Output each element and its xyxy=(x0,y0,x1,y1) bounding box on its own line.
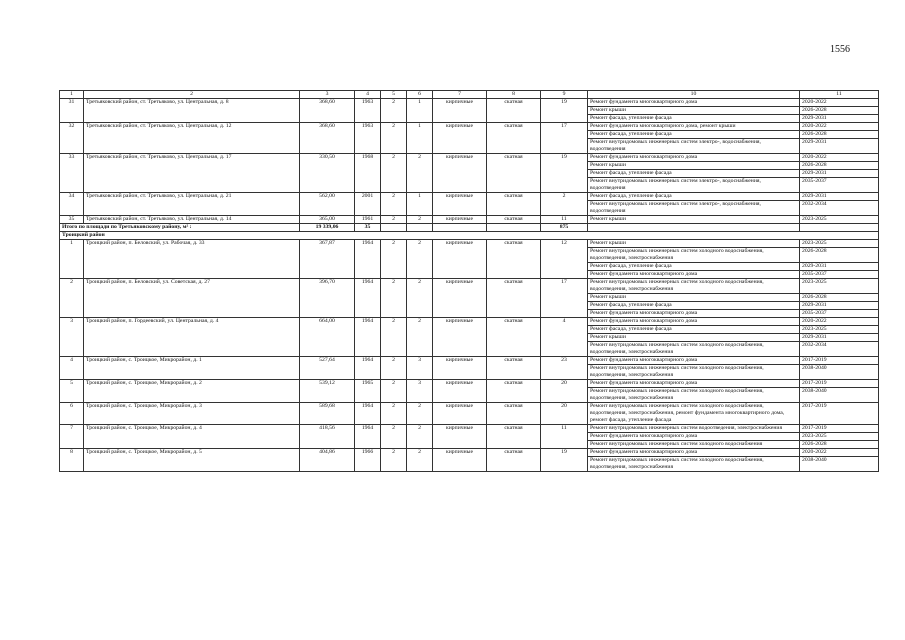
table-cell: 2 xyxy=(407,279,433,318)
table-cell: 2029-2031 xyxy=(800,139,879,154)
table-cell xyxy=(433,224,487,232)
table-cell xyxy=(487,224,541,232)
table-cell: 23 xyxy=(541,357,588,380)
table-cell: кирпичные xyxy=(433,425,487,449)
table-cell: Третьяковский район, ст. Третьяково, ул. Центральная, д. 21 xyxy=(84,193,300,216)
table-cell: Ремонт фасада, утепление фасада xyxy=(588,263,800,271)
table-cell: Третьяковский район, ст. Третьяково, ул. Центральная, д. 8 xyxy=(84,99,300,123)
table-cell: Ремонт фундамента многоквартирного дома xyxy=(588,271,800,279)
table-cell: кирпичные xyxy=(433,403,487,425)
table-cell: 2 xyxy=(407,216,433,224)
table-cell: кирпичные xyxy=(433,99,487,123)
table-cell: 11 xyxy=(541,425,588,449)
table-cell: 664,00 xyxy=(300,318,355,357)
table-cell: 368,60 xyxy=(300,123,355,154)
table-cell: 35 xyxy=(355,224,381,232)
table-cell: 2 xyxy=(381,425,407,449)
table-cell: скатная xyxy=(487,449,541,472)
table-cell: 2017-2019 xyxy=(800,403,879,425)
table-cell: скатная xyxy=(487,123,541,154)
table-cell: кирпичные xyxy=(433,449,487,472)
table-cell: 19 xyxy=(541,449,588,472)
table-cell: 1 xyxy=(407,123,433,154)
table-cell: Троицкий район, с. Троицкое, Микрорайон, д. 2 xyxy=(84,380,300,403)
table-cell: 33 xyxy=(60,154,84,193)
table-cell: 1964 xyxy=(355,318,381,357)
table-cell: Троицкий район, с. Троицкое, Микрорайон, д. 4 xyxy=(84,425,300,449)
table-cell: Ремонт крыши xyxy=(588,240,800,248)
table-cell: 2 xyxy=(381,357,407,380)
table-row xyxy=(60,99,879,107)
table-cell: Троицкий район, п. Беловский, ул. Рабочая, д. 33 xyxy=(84,240,300,279)
table-row xyxy=(60,380,879,388)
table-cell: 2001 xyxy=(355,193,381,216)
table-cell: 7 xyxy=(60,425,84,449)
table-row xyxy=(60,123,879,131)
table-row xyxy=(60,279,879,294)
table-cell: Третьяковский район, ст. Третьяково, ул. Центральная, д. 17 xyxy=(84,154,300,193)
table-cell: 396,70 xyxy=(300,279,355,318)
table-cell: 35 xyxy=(60,216,84,224)
table-cell: 1966 xyxy=(355,449,381,472)
table-cell: Ремонт внутридомовых инженерных систем водоотведения, электроснабжения xyxy=(588,425,800,433)
table-cell: Ремонт фасада, утепление фасада xyxy=(588,326,800,334)
table-cell: 2 xyxy=(381,449,407,472)
header-cell: 7 xyxy=(433,91,487,99)
table-cell: Ремонт фундамента многоквартирного дома xyxy=(588,433,800,441)
table-cell: 404,86 xyxy=(300,449,355,472)
table-cell: Ремонт фундамента многоквартирного дома xyxy=(588,357,800,365)
table-cell: Троицкий район, с. Троицкое, Микрорайон, д. 3 xyxy=(84,403,300,425)
total-row xyxy=(60,224,879,232)
table-cell: Ремонт фундамента многоквартирного дома xyxy=(588,310,800,318)
table-cell: 367,87 xyxy=(300,240,355,279)
header-cell: 2 xyxy=(84,91,300,99)
header-cell: 3 xyxy=(300,91,355,99)
table-row xyxy=(60,216,879,224)
table-cell: кирпичные xyxy=(433,240,487,279)
table-cell: 2 xyxy=(381,279,407,318)
table-cell: 418,56 xyxy=(300,425,355,449)
header-cell: 9 xyxy=(541,91,588,99)
table-cell: Третьяковский район, ст. Третьяково, ул. Центральная, д. 14 xyxy=(84,216,300,224)
table-cell: скатная xyxy=(487,216,541,224)
table-cell: 562,00 xyxy=(300,193,355,216)
table-cell: кирпичные xyxy=(433,154,487,193)
repair-register-table xyxy=(59,90,879,472)
table-cell: 1 xyxy=(407,99,433,123)
header-cell: 6 xyxy=(407,91,433,99)
table-cell: скатная xyxy=(487,279,541,318)
table-cell: Троицкий район, п. Беловский, ул. Советская, д. 27 xyxy=(84,279,300,318)
table-cell: 2020-2022 xyxy=(800,99,879,107)
table-cell: 1964 xyxy=(355,425,381,449)
table-cell: кирпичные xyxy=(433,216,487,224)
table-cell: 2026-2028 xyxy=(800,441,879,449)
table-cell: Ремонт внутридомовых инженерных систем холодного водоснабжения, водоотведения, электроснабжения xyxy=(588,248,800,263)
table-cell: Ремонт крыши xyxy=(588,334,800,342)
table-cell: 2029-2031 xyxy=(800,263,879,271)
table-cell: Троицкий район, с. Троицкое, Микрорайон, д. 5 xyxy=(84,449,300,472)
header-cell: 11 xyxy=(800,91,879,99)
header-cell: 8 xyxy=(487,91,541,99)
table-cell: Ремонт внутридомовых инженерных систем холодного водоснабжения, водоотведения, электроснабжения xyxy=(588,388,800,403)
table-cell: 2023-2025 xyxy=(800,216,879,224)
table-cell: 2023-2025 xyxy=(800,279,879,294)
table-cell: Ремонт фундамента многоквартирного дома, ремонт крыши xyxy=(588,123,800,131)
table-cell: Ремонт внутридомовых инженерных систем холодного водоснабжения xyxy=(588,441,800,449)
table-cell: Третьяковский район, ст. Третьяково, ул. Центральная, д. 12 xyxy=(84,123,300,154)
table-cell: 368,60 xyxy=(300,99,355,123)
table-cell: 2 xyxy=(407,154,433,193)
table-cell: 2035-2037 xyxy=(800,178,879,193)
table-cell: 32 xyxy=(60,123,84,154)
header-cell: 10 xyxy=(588,91,800,99)
table-cell: скатная xyxy=(487,318,541,357)
table-cell: скатная xyxy=(487,380,541,403)
table-cell: 2 xyxy=(381,403,407,425)
table-cell: 12 xyxy=(541,240,588,279)
table-cell: 365,00 xyxy=(300,216,355,224)
table-cell: 6 xyxy=(60,403,84,425)
table-cell: 1963 xyxy=(355,99,381,123)
table-cell: 5 xyxy=(60,380,84,403)
table-cell: 2 xyxy=(381,240,407,279)
table-row xyxy=(60,154,879,162)
table-cell: 2029-2031 xyxy=(800,334,879,342)
table-cell: 2 xyxy=(407,318,433,357)
table-cell xyxy=(588,224,800,232)
table-cell: 2026-2028 xyxy=(800,131,879,139)
table-cell: кирпичные xyxy=(433,357,487,380)
table-cell: 2 xyxy=(381,154,407,193)
table-cell: кирпичные xyxy=(433,380,487,403)
table-row xyxy=(60,403,879,425)
table-cell: 2032-2034 xyxy=(800,342,879,357)
table-cell: скатная xyxy=(487,357,541,380)
table-row xyxy=(60,318,879,326)
table-row xyxy=(60,357,879,365)
table-cell: 2035-2037 xyxy=(800,271,879,279)
table-cell: 330,50 xyxy=(300,154,355,193)
table-cell: Ремонт крыши xyxy=(588,216,800,224)
table-cell: 1963 xyxy=(355,123,381,154)
table-cell: 2 xyxy=(407,240,433,279)
table-cell: Ремонт фасада, утепление фасада xyxy=(588,170,800,178)
table-cell: Троицкий район xyxy=(60,232,879,240)
table-cell: 875 xyxy=(541,224,588,232)
table-cell: 3 xyxy=(407,380,433,403)
table-cell: 1965 xyxy=(355,380,381,403)
table-cell: 2023-2025 xyxy=(800,433,879,441)
header-cell: 1 xyxy=(60,91,84,99)
table-cell: 17 xyxy=(541,279,588,318)
table-cell: 17 xyxy=(541,123,588,154)
table-cell: 2020-2022 xyxy=(800,154,879,162)
table-cell: Ремонт фасада, утепление фасада xyxy=(588,193,800,201)
table-cell: кирпичные xyxy=(433,318,487,357)
table-cell: 2026-2028 xyxy=(800,294,879,302)
table-cell: 2023-2025 xyxy=(800,240,879,248)
table-cell: 2 xyxy=(381,193,407,216)
table-cell: кирпичные xyxy=(433,193,487,216)
table-cell: кирпичные xyxy=(433,279,487,318)
table-cell: 11 xyxy=(541,216,588,224)
table-cell: Ремонт фасада, утепление фасада xyxy=(588,115,800,123)
table-cell: 2 xyxy=(381,380,407,403)
table-cell: 2020-2022 xyxy=(800,318,879,326)
table-cell xyxy=(800,224,879,232)
table-cell: 2 xyxy=(407,425,433,449)
table-cell: 8 xyxy=(60,449,84,472)
table-cell: Ремонт внутридомовых инженерных систем холодного водоснабжения, водоотведения, электроснабжения xyxy=(588,279,800,294)
table-cell xyxy=(407,224,433,232)
table-cell: 2035-2037 xyxy=(800,310,879,318)
table-cell: 2 xyxy=(541,193,588,216)
table-cell: Ремонт внутридомовых инженерных систем электро-, водоснабжения, водоотведения xyxy=(588,201,800,216)
header-row xyxy=(60,91,879,99)
table-cell: 4 xyxy=(541,318,588,357)
table-cell: скатная xyxy=(487,240,541,279)
table-cell: скатная xyxy=(487,99,541,123)
table-cell: 2020-2022 xyxy=(800,449,879,457)
table-cell: Ремонт фундамента многоквартирного дома xyxy=(588,318,800,326)
table-cell: 1968 xyxy=(355,154,381,193)
table-cell: 2032-2034 xyxy=(800,201,879,216)
table-cell: 2 xyxy=(381,123,407,154)
table-cell: Ремонт фасада, утепление фасада xyxy=(588,131,800,139)
table-cell: 2 xyxy=(407,403,433,425)
table-cell: Ремонт внутридомовых инженерных систем холодного водоснабжения, водоотведения, электроснабжения xyxy=(588,342,800,357)
table-cell: Ремонт внутридомовых инженерных систем холодного водоснабжения, водоотведения, электроснабжения xyxy=(588,457,800,472)
table-cell: 31 xyxy=(60,99,84,123)
table-cell: 527,64 xyxy=(300,357,355,380)
table-cell: Ремонт внутридомовых инженерных систем холодного водоснабжения, водоотведения, электроснабжения xyxy=(588,365,800,380)
header-cell: 5 xyxy=(381,91,407,99)
table-cell: 2020-2022 xyxy=(800,123,879,131)
header-cell: 4 xyxy=(355,91,381,99)
table-cell: 1964 xyxy=(355,357,381,380)
table-cell: Ремонт фасада, утепление фасада xyxy=(588,302,800,310)
table-cell: 2026-2028 xyxy=(800,107,879,115)
table-cell: 2038-2040 xyxy=(800,388,879,403)
table-cell: Троицкий район, с. Троицкое, Микрорайон, д. 1 xyxy=(84,357,300,380)
table-cell: 539,12 xyxy=(300,380,355,403)
table-cell: Ремонт фундамента многоквартирного дома xyxy=(588,380,800,388)
table-cell: 1961 xyxy=(355,216,381,224)
table-cell: 1964 xyxy=(355,240,381,279)
table-cell: 1964 xyxy=(355,403,381,425)
table-cell: скатная xyxy=(487,403,541,425)
page-number: 1556 xyxy=(830,44,850,55)
section-row xyxy=(60,232,879,240)
table-cell: 2 xyxy=(381,99,407,123)
table-row xyxy=(60,193,879,201)
table-cell: 2017-2019 xyxy=(800,380,879,388)
table-cell: 34 xyxy=(60,193,84,216)
table-cell: Ремонт внутридомовых инженерных систем холодного водоснабжения, водоотведения, электроснабжения, ремонт фундамента многоквартирного дома, ремонт фасада, утепление фасада xyxy=(588,403,800,425)
table-row xyxy=(60,425,879,433)
table-cell: скатная xyxy=(487,425,541,449)
table-cell: 20 xyxy=(541,403,588,425)
table-cell xyxy=(381,224,407,232)
table-cell: 4 xyxy=(60,357,84,380)
table-cell: Итого по площади по Третьяковскому району, м² : xyxy=(60,224,300,232)
table-cell: Ремонт внутридомовых инженерных систем электро-, водоснабжения, водоотведения xyxy=(588,178,800,193)
table-cell: Ремонт внутридомовых инженерных систем электро-, водоснабжения, водоотведения xyxy=(588,139,800,154)
table-cell: 2026-2028 xyxy=(800,248,879,263)
table-cell: 2029-2031 xyxy=(800,193,879,201)
table-row xyxy=(60,449,879,457)
table-cell: Ремонт фундамента многоквартирного дома xyxy=(588,99,800,107)
table-cell: 2 xyxy=(60,279,84,318)
table-cell: 2017-2019 xyxy=(800,425,879,433)
table-cell: 2017-2019 xyxy=(800,357,879,365)
table-cell: скатная xyxy=(487,154,541,193)
table-cell: 2 xyxy=(407,449,433,472)
table-cell: 2026-2028 xyxy=(800,162,879,170)
table-cell: 2038-2040 xyxy=(800,365,879,380)
table-cell: Ремонт фундамента многоквартирного дома xyxy=(588,449,800,457)
table-cell: 2029-2031 xyxy=(800,170,879,178)
table-cell: 2029-2031 xyxy=(800,302,879,310)
table-cell: 19 xyxy=(541,99,588,123)
table-row xyxy=(60,240,879,248)
table-cell: 20 xyxy=(541,380,588,403)
table-body xyxy=(60,91,879,472)
table-cell: Ремонт крыши xyxy=(588,107,800,115)
table-cell: 1 xyxy=(60,240,84,279)
table-cell: 19 339,06 xyxy=(300,224,355,232)
table-cell: Троицкий район, п. Гордеевский, ул. Центральная, д. 4 xyxy=(84,318,300,357)
table-cell: 589,68 xyxy=(300,403,355,425)
table-cell: 3 xyxy=(60,318,84,357)
table-cell: 2038-2040 xyxy=(800,457,879,472)
table-cell: 2 xyxy=(381,216,407,224)
table-cell: 2 xyxy=(381,318,407,357)
table-cell: кирпичные xyxy=(433,123,487,154)
table-cell: 1964 xyxy=(355,279,381,318)
table-cell: 1 xyxy=(407,193,433,216)
table-cell: 3 xyxy=(407,357,433,380)
table-cell: 19 xyxy=(541,154,588,193)
table-cell: Ремонт фундамента многоквартирного дома xyxy=(588,154,800,162)
table-cell: 2023-2025 xyxy=(800,326,879,334)
table-cell: Ремонт крыши xyxy=(588,294,800,302)
table-cell: скатная xyxy=(487,193,541,216)
table-cell: Ремонт крыши xyxy=(588,162,800,170)
table-cell: 2029-2031 xyxy=(800,115,879,123)
